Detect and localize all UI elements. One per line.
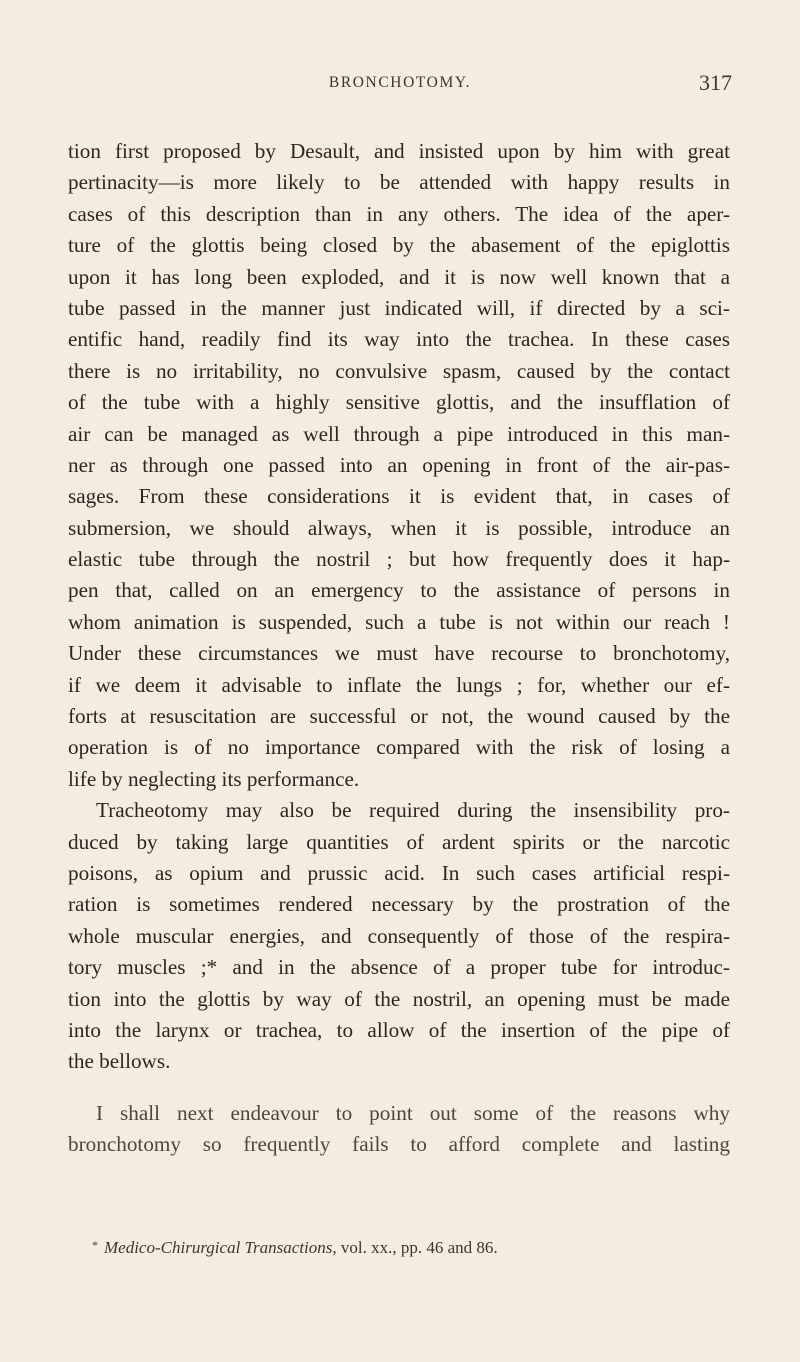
text-line: bronchotomy so frequently fails to afford complete and lasting <box>68 1132 730 1157</box>
text-line: whole muscular energies, and consequently of those of the respira- <box>68 923 730 948</box>
text-line: tory muscles ;* and in the absence of a proper tube for introduc- <box>68 955 730 980</box>
text-line: Tracheotomy may also be required during the insensibility pro- <box>96 798 730 823</box>
text-line: cases of this description than in any others. The idea of the aper- <box>68 201 730 226</box>
text-line: elastic tube through the nostril ; but how frequently does it hap- <box>68 547 730 572</box>
text-line: of the tube with a highly sensitive glottis, and the insufflation of <box>68 390 730 415</box>
text-line: submersion, we should always, when it is possible, introduce an <box>68 515 730 540</box>
page-header <box>68 70 732 104</box>
text-line: operation is of no importance compared with the risk of losing a <box>68 735 730 760</box>
text-line: pertinacity—is more likely to be attended with happy results in <box>68 170 730 195</box>
text-line: upon it has long been exploded, and it is now well known that a <box>68 264 730 289</box>
footnote-mark: * <box>92 1238 98 1252</box>
text-line: ration is sometimes rendered necessary by the prostration of the <box>68 892 730 917</box>
text-line: Under these circumstances we must have recourse to bronchotomy, <box>68 641 730 666</box>
page-number: 317 <box>699 70 732 95</box>
text-line: whom animation is suspended, such a tube is not within our reach ! <box>68 609 730 634</box>
running-title: BRONCHOTOMY. <box>328 74 472 91</box>
text-line: poisons, as opium and prussic acid. In such cases artificial respi- <box>68 860 730 885</box>
text-line: ture of the glottis being closed by the abasement of the epiglottis <box>68 233 730 258</box>
text-line: entific hand, readily find its way into the trachea. In these cases <box>68 327 730 352</box>
text-line: into the larynx or trachea, to allow of the insertion of the pipe of <box>68 1017 730 1042</box>
paragraph-1 <box>68 136 730 795</box>
text-line: air can be managed as well through a pipe introduced in this man- <box>68 421 730 446</box>
paragraph-3 <box>68 1098 730 1161</box>
text-line: duced by taking large quantities of ardent spirits or the narcotic <box>68 829 730 854</box>
text-line: the bellows. <box>68 1049 171 1074</box>
text-line: pen that, called on an emergency to the assistance of persons in <box>68 578 730 603</box>
paragraph-gap <box>68 1078 730 1098</box>
text-line: tube passed in the manner just indicated will, if directed by a sci- <box>68 295 730 320</box>
body-text <box>68 136 730 1161</box>
footnote <box>92 1238 732 1258</box>
footnote-source-title: Medico-Chirurgical Transactions <box>104 1238 333 1257</box>
text-line: forts at resuscitation are successful or not, the wound caused by the <box>68 704 730 729</box>
text-line: ner as through one passed into an opening in front of the air-pas- <box>68 452 730 477</box>
text-line: I shall next endeavour to point out some of the reasons why <box>96 1100 730 1125</box>
paragraph-2 <box>68 795 730 1078</box>
text-line: life by neglecting its performance. <box>68 766 360 791</box>
text-line: sages. From these considerations it is evident that, in cases of <box>68 484 730 509</box>
text-line: if we deem it advisable to inflate the lungs ; for, whether our ef- <box>68 672 730 697</box>
footnote-citation: , vol. xx., pp. 46 and 86. <box>332 1238 498 1257</box>
text-line: tion into the glottis by way of the nostril, an opening must be made <box>68 986 730 1011</box>
text-line: tion first proposed by Desault, and insisted upon by him with great <box>68 139 730 163</box>
text-line: there is no irritability, no convulsive spasm, caused by the contact <box>68 358 730 383</box>
